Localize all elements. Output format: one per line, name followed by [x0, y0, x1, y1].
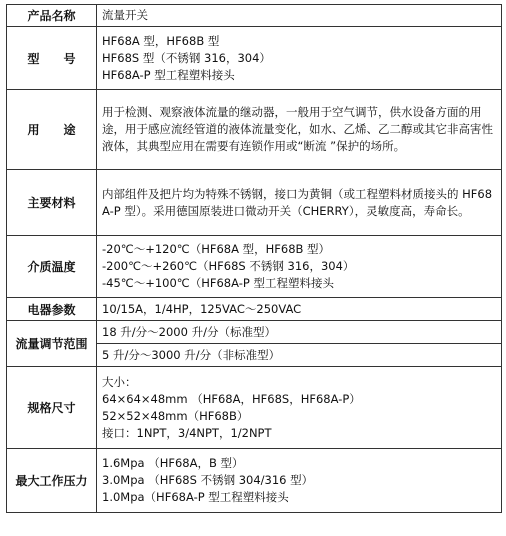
table-row	[7, 90, 502, 170]
value-line: 10/15A，1/4HP，125VAC～250VAC	[102, 301, 302, 316]
row-value-dimensions	[97, 367, 502, 449]
row-value-flow-range-nonstandard	[97, 344, 502, 367]
row-value-medium-temperature	[97, 236, 502, 298]
row-label-dimensions: 规格尺寸	[7, 367, 97, 449]
row-label-model: 型 号	[7, 27, 97, 90]
table-row	[7, 5, 502, 27]
value-line: -200℃～+260℃（HF68S 不锈钢 316，304）	[102, 259, 355, 273]
row-label-material: 主要材料	[7, 170, 97, 236]
table-row	[7, 170, 502, 236]
table-row	[7, 27, 502, 90]
row-label-product-name: 产品名称	[7, 5, 97, 27]
row-value-usage	[97, 90, 502, 170]
value-line: HF68A-P 型工程塑料接头	[102, 67, 235, 82]
spec-table	[6, 4, 502, 513]
table-row	[7, 449, 502, 513]
spec-sheet	[6, 4, 502, 513]
row-label-flow-range: 流量调节范围	[7, 321, 97, 367]
row-value-max-pressure	[97, 449, 502, 513]
row-label-medium-temperature: 介质温度	[7, 236, 97, 298]
value-line: 1.0Mpa（HF68A-P 型工程塑料接头	[102, 490, 289, 504]
row-label-max-pressure: 最大工作压力	[7, 449, 97, 513]
value-line: 大小：	[102, 374, 137, 389]
row-value-product-name	[97, 5, 502, 27]
row-value-electrical	[97, 298, 502, 321]
table-row	[7, 298, 502, 321]
value-paragraph: 用于检测、观察液体流量的继动器，一般用于空气调节，供水设备方面的用途，用于感应流经管道的液体流量变化，如水、乙烯、乙二醇或其它非高害性液体，其典型应用在需要有连锁作用或“断流 ”保护的场所。	[102, 105, 493, 153]
value-line: -45℃～+100℃（HF68A-P 型工程塑料接头	[102, 276, 334, 290]
row-value-material	[97, 170, 502, 236]
row-value-flow-range-standard	[97, 321, 502, 344]
value-line: 18 升/分～2000 升/分（标准型）	[102, 324, 276, 339]
value-line: 52×52×48mm（HF68B）	[102, 408, 249, 423]
table-row	[7, 321, 502, 344]
value-line: 3.0Mpa （HF68S 不锈钢 304/316 型）	[102, 473, 314, 487]
value-line: -20℃～+120℃（HF68A 型，HF68B 型）	[102, 242, 331, 256]
value-line: 5 升/分～3000 升/分（非标准型）	[102, 347, 281, 362]
value-line: 接口：1NPT，3/4NPT，1/2NPT	[102, 425, 272, 440]
table-row	[7, 236, 502, 298]
value-line: HF68A 型，HF68B 型	[102, 33, 220, 48]
value-line: 1.6Mpa （HF68A，B 型）	[102, 456, 244, 470]
value-line: 64×64×48mm （HF68A，HF68S，HF68A-P）	[102, 391, 361, 406]
table-row	[7, 367, 502, 449]
row-label-usage: 用 途	[7, 90, 97, 170]
value-paragraph: 内部组件及把片均为特殊不锈钢，接口为黄铜（或工程塑料材质接头的 HF68A-P 型）。采用德国原装进口微动开关（CHERRY），灵敏度高，寿命长。	[102, 186, 493, 218]
value-line: HF68S 型（不锈钢 316，304）	[102, 50, 271, 65]
value-line: 流量开关	[102, 8, 148, 22]
row-label-electrical: 电器参数	[7, 298, 97, 321]
row-value-model	[97, 27, 502, 90]
